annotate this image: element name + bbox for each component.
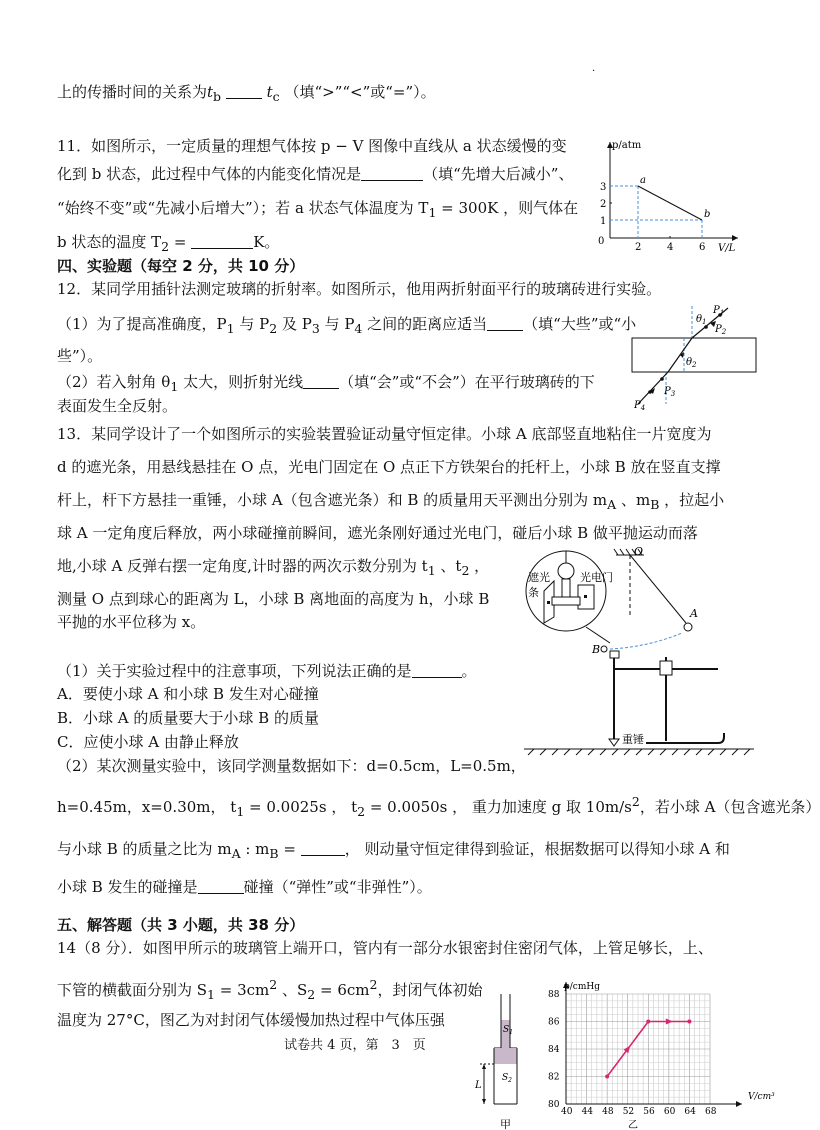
q11-ytick-2: 2 — [600, 199, 607, 210]
q14-tube-figure — [466, 990, 530, 1130]
chart-y-tick-label: 86 — [548, 1017, 560, 1028]
chart-y-tick-label: 88 — [548, 990, 560, 1000]
chart-y-tick-label: 82 — [548, 1072, 560, 1083]
chart-x-tick-label: 68 — [705, 1107, 717, 1117]
q13-blank1[interactable] — [412, 663, 462, 678]
q12-p3: $P_3$ — [664, 386, 676, 398]
q12-p1: $P_1$ — [713, 305, 725, 317]
q13-blank2[interactable] — [301, 841, 345, 856]
q13-l11d: ， 则动量守恒定律得到验证，根据数据可以得知小球 A 和 — [344, 840, 730, 858]
q12-p2: $P_2$ — [715, 324, 727, 336]
chart-data-point — [646, 1020, 650, 1024]
chart-y-tick-label: 80 — [548, 1100, 560, 1110]
chart-x-tick-label: 64 — [684, 1107, 696, 1117]
q13-l3s1: A — [607, 497, 617, 512]
q14-l2e: ，封闭气体初始 — [377, 981, 483, 999]
q13-l10b: = 0.0025s ， t — [244, 798, 358, 816]
q14-s1-label: $S_1$ — [503, 1025, 513, 1036]
chart-x-tick-label: 44 — [581, 1107, 594, 1117]
q12-l4sub: 1 — [170, 379, 179, 394]
q11-ylabel: p/atm — [612, 140, 642, 151]
q12-l2s3: 3 — [311, 321, 320, 336]
q10-fill: （填“>”“<”或“=”）。 — [284, 83, 436, 101]
q10-text: 上的传播时间的关系为 — [57, 83, 208, 101]
q14-chart-ticks — [548, 990, 717, 1117]
q13-l10d: ，若小球 A（包含遮光条） — [639, 798, 820, 816]
q14-chart-grid — [566, 994, 710, 1104]
q13-l5b: 、t — [435, 557, 462, 575]
q13-line7: 平抛的水平位移为 x。 — [57, 613, 206, 631]
q11-l4c: K。 — [253, 233, 280, 251]
stray-dot: · — [592, 66, 596, 77]
q11-l3a: “始终不变”或“先减小后增大”）；若 a 状态气体温度为 T — [57, 199, 429, 217]
q10-tc: t — [266, 83, 273, 101]
q12-l2d: 与 P — [319, 315, 355, 333]
q13-option-b: B．小球 A 的质量要大于小球 B 的质量 — [57, 709, 319, 727]
q13-l10s2: 2 — [357, 804, 366, 819]
q13-line5 — [57, 556, 489, 581]
q12-theta1: $\theta_1$ — [696, 314, 707, 326]
q13-line10 — [57, 792, 820, 822]
q13-option-c: C．应使小球 A 由静止释放 — [57, 733, 239, 751]
q13-l11s2: B — [269, 846, 279, 861]
q13-line11 — [57, 839, 730, 864]
q11-l4a: b 状态的温度 T — [57, 233, 162, 251]
q10-tb-sub: b — [213, 89, 222, 104]
q14-chart-xlabel: V/cm³ — [748, 1092, 775, 1102]
q12-l2c: 及 P — [277, 315, 312, 333]
q13-label-guangdian: 光电门 — [580, 571, 613, 584]
q11-line2 — [57, 164, 573, 184]
q12-blank2[interactable] — [303, 374, 339, 389]
q13-l3c: ，拉起小 — [659, 491, 725, 509]
q11-l4b: = — [169, 233, 192, 251]
chart-y-tick-label: 84 — [548, 1045, 560, 1055]
q10-tc-sub: c — [272, 89, 280, 104]
q13-l8: （1）关于实验过程中的注意事项，下列说法正确的是 — [57, 662, 412, 680]
q10-tail-line — [57, 82, 436, 107]
q13-l12a: 小球 B 发生的碰撞是 — [57, 878, 198, 896]
q12-line3: 些”）。 — [57, 347, 103, 365]
q11-ytick-1: 1 — [600, 216, 607, 227]
q11-pv-graph — [590, 134, 750, 252]
chart-x-arrow — [736, 1101, 742, 1107]
q13-line3 — [57, 490, 724, 515]
q13-l5a: 地,小球 A 反弹右摆一定角度,计时器的两次示数分别为 t — [57, 557, 428, 575]
q13-label-zheguang2: 条 — [528, 586, 539, 599]
page-footer: 试卷共 4 页，第 3 页 — [284, 1038, 426, 1053]
q12-line2 — [57, 314, 636, 339]
q13-line8: （1）关于实验过程中的注意事项，下列说法正确的是 。 — [57, 662, 477, 680]
chart-data-point — [687, 1020, 691, 1024]
chart-x-tick-label: 52 — [622, 1107, 635, 1117]
q11-xtick-2: 2 — [635, 242, 642, 253]
q12-l2s2: 2 — [269, 321, 278, 336]
q13-line4: 球 A 一定角度后释放，两小球碰撞前瞬间，遮光条刚好通过光电门，碰后小球 B 做平抛运动而落 — [57, 524, 698, 542]
q14-l2sup1: 2 — [269, 977, 278, 992]
q14-line3: 温度为 27°C，图乙为对封闭气体缓慢加热过程中气体压强 — [57, 1011, 445, 1029]
q13-line1: 13．某同学设计了一个如图所示的实验装置验证动量守恒定律。小球 A 底部竖直地粘住一片宽度为 — [57, 425, 712, 443]
q13-label-zheguang1: 遮光 — [528, 571, 550, 584]
q13-l11b: : m — [240, 840, 270, 858]
q12-blank1[interactable] — [487, 316, 523, 331]
q13-l3a: 杆上，杆下方悬挂一重锤，小球 A（包含遮光条）和 B 的质量用天平测出分别为 m — [57, 491, 608, 509]
q12-l2f: （填“大些”或“小 — [523, 315, 637, 333]
q11-blank1[interactable] — [361, 166, 423, 181]
q14-l2b: = 3cm — [215, 981, 270, 999]
q11-l4sub: 2 — [161, 239, 170, 254]
chart-x-tick-label: 48 — [602, 1107, 614, 1117]
q13-l5s1: 1 — [427, 563, 436, 578]
q12-l2a: （1）为了提高准确度，P — [57, 315, 227, 333]
q12-line4 — [57, 372, 595, 397]
q12-l4c: （填“会”或“不会”）在平行玻璃砖的下 — [339, 373, 595, 391]
q11-xlabel: V/L — [718, 243, 736, 254]
q14-line1: 14（8 分）．如图甲所示的玻璃管上端开口，管内有一部分水银密封住密闭气体，上管足够长，上、 — [57, 939, 713, 957]
q14-chart-caption: 乙 — [628, 1120, 638, 1130]
q13-line2: d 的遮光条，用悬线悬挂在 O 点，光电门固定在 O 点正下方铁架台的托杆上，小球 B 放在竖直支撑 — [57, 458, 721, 476]
q12-theta2: $\theta_2$ — [686, 357, 697, 369]
q14-pv-chart — [546, 980, 786, 1130]
q14-s2-label: $S_2$ — [502, 1073, 512, 1084]
q13-label-a: A — [690, 607, 698, 620]
q10-blank[interactable] — [226, 84, 262, 99]
q10-tb: t — [207, 83, 214, 101]
q13-l11s1: A — [231, 846, 241, 861]
q12-l2s4: 4 — [354, 321, 363, 336]
q14-line2 — [57, 975, 482, 1005]
q11-point-b: b — [704, 209, 711, 220]
q12-l2s1: 1 — [226, 321, 235, 336]
q11-ytick-3: 3 — [600, 182, 607, 193]
chart-direction-arrow — [666, 1019, 673, 1025]
chart-data-point — [605, 1075, 609, 1079]
q12-glass-figure — [628, 300, 760, 412]
q13-l5c: ， — [469, 557, 490, 575]
q13-l10a: h=0.45m，x=0.30m， t — [57, 798, 237, 816]
q14-l2sup2: 2 — [369, 977, 378, 992]
q11-l2b: （填“先增大后减小”、 — [423, 165, 574, 183]
chart-x-tick-label: 60 — [663, 1107, 676, 1117]
q12-l2e: 之间的距离应适当 — [362, 315, 488, 333]
q12-line5: 表面发生全反射。 — [57, 397, 178, 415]
q11-origin: 0 — [598, 236, 605, 247]
q12-line1: 12．某同学用插针法测定玻璃的折射率。如图所示，他用两折射面平行的玻璃砖进行实验。 — [57, 280, 662, 298]
q13-label-b: B — [592, 643, 601, 656]
q13-l3s2: B — [650, 497, 660, 512]
q12-l4b: 太大，则折射光线 — [178, 373, 304, 391]
section5-title: 五、解答题（共 3 小题，共 38 分） — [57, 916, 305, 934]
q14-l2a: 下管的横截面分别为 S — [57, 981, 208, 999]
q14-l2s2: 2 — [307, 987, 316, 1002]
q13-l5s2: 2 — [461, 563, 470, 578]
q12-l2b: 与 P — [234, 315, 270, 333]
q13-l10sup: 2 — [631, 794, 640, 809]
q13-l10s1: 1 — [236, 804, 245, 819]
q14-l-label: L — [475, 1080, 482, 1091]
q13-line6: 测量 O 点到球心的距离为 L，小球 B 离地面的高度为 h，小球 B — [57, 590, 490, 608]
q11-blank2[interactable] — [191, 234, 253, 249]
q13-l12b: 碰撞（“弹性”或“非弹性”）。 — [243, 878, 432, 896]
q13-apparatus-figure — [518, 545, 763, 757]
q11-point-a: a — [640, 175, 646, 186]
q13-line12 — [57, 877, 432, 897]
q13-l11c: = — [278, 840, 301, 858]
q11-line1: 11．如图所示，一定质量的理想气体按 p − V 图像中直线从 a 状态缓慢的变 — [57, 137, 567, 155]
q14-l2d: = 6cm — [315, 981, 370, 999]
q14-jia-caption: 甲 — [500, 1118, 511, 1130]
q11-l2a: 化到 b 状态，此过程中气体的内能变化情况是 — [57, 165, 362, 183]
q11-xtick-6: 6 — [699, 242, 706, 253]
q13-label-o: O — [634, 545, 644, 558]
q11-l3b: = 300K ，则气体在 — [436, 199, 579, 217]
q14-l2c: 、S — [277, 981, 308, 999]
q13-line9: （2）某次测量实验中，该同学测量数据如下：d=0.5cm，L=0.5m， — [57, 757, 526, 775]
q13-label-zhongchui: 重锤 — [622, 733, 644, 746]
q11-line3 — [57, 198, 578, 223]
q13-option-a: A．要使小球 A 和小球 B 发生对心碰撞 — [57, 685, 319, 703]
chart-x-tick-label: 56 — [643, 1107, 655, 1117]
chart-x-tick-label: 40 — [561, 1107, 573, 1117]
q13-l11a: 与小球 B 的质量之比为 m — [57, 840, 232, 858]
q11-l3sub: 1 — [428, 205, 437, 220]
q13-l3b: 、m — [616, 491, 651, 509]
q12-l4a: （2）若入射角 θ — [57, 373, 171, 391]
q14-l2s1: 1 — [207, 987, 215, 1002]
section4-title: 四、实验题（每空 2 分，共 10 分） — [57, 257, 305, 275]
q12-p4: $P_4$ — [634, 400, 646, 412]
q11-line4 — [57, 232, 279, 257]
q14-chart-ylabel: p/cmHg — [564, 982, 600, 992]
q13-blank3[interactable] — [198, 879, 244, 894]
q13-l10c: = 0.0050s ， 重力加速度 g 取 10m/s — [365, 798, 632, 816]
q11-xtick-4: 4 — [667, 242, 674, 253]
